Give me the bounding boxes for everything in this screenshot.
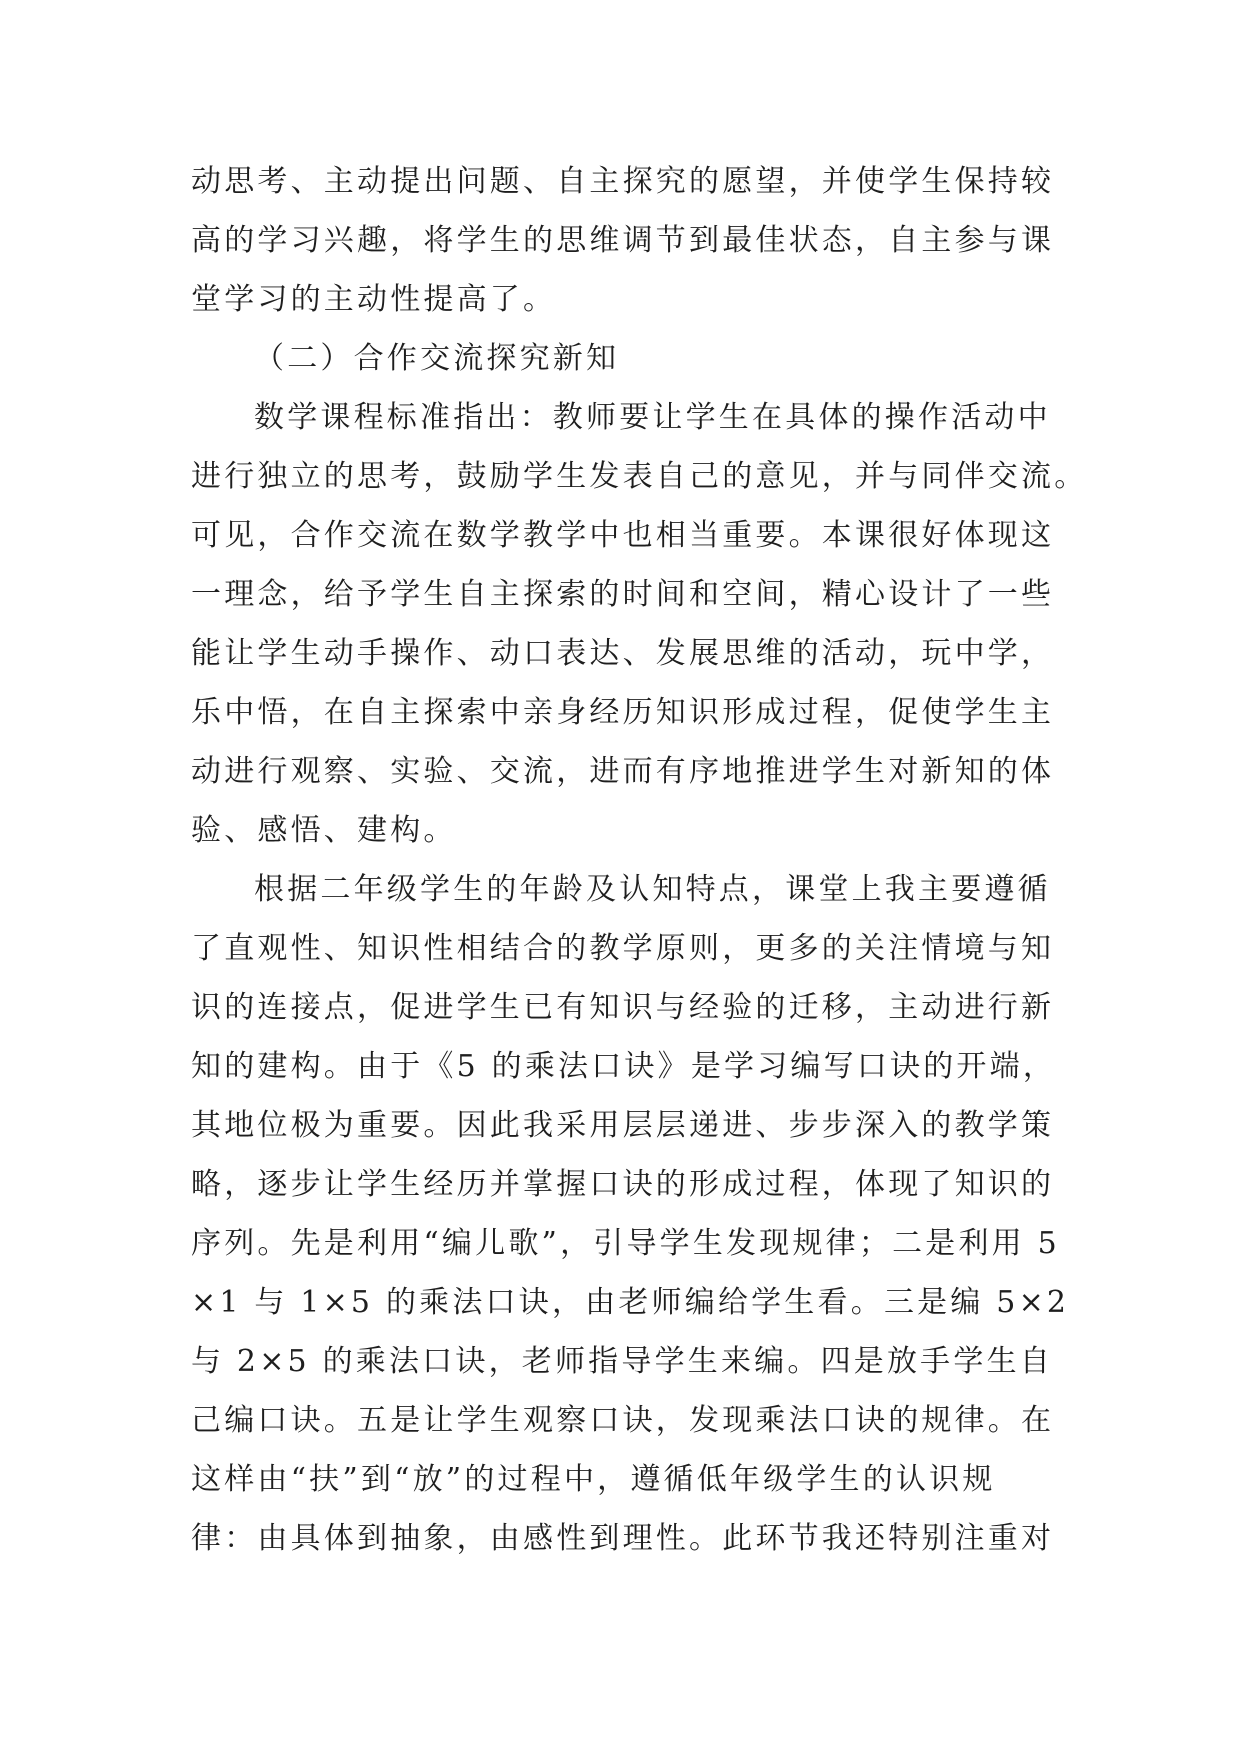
text-line: 其地位极为重要。因此我采用层层递进、步步深入的教学策 [191, 1108, 1055, 1143]
text-line: 了直观性、知识性相结合的教学原则，更多的关注情境与知 [191, 931, 1055, 966]
text-line: 律：由具体到抽象，由感性到理性。此环节我还特别注重对 [191, 1521, 1055, 1556]
paragraph-first-line: 数学课程标准指出：教师要让学生在具体的操作活动中 [254, 400, 1051, 435]
text-line: 进行独立的思考，鼓励学生发表自己的意见，并与同伴交流。 [191, 459, 1088, 494]
text-line: 一理念，给予学生自主探索的时间和空间，精心设计了一些 [191, 577, 1055, 612]
text-line: 能让学生动手操作、动口表达、发展思维的活动，玩中学， [191, 636, 1055, 671]
body-text [191, 152, 1088, 1568]
text-line: 与 2×5 的乘法口诀，老师指导学生来编。四是放手学生自 [191, 1344, 1053, 1379]
text-line: 这样由“扶”到“放”的过程中，遵循低年级学生的认识规 [191, 1462, 996, 1497]
text-line: 己编口诀。五是让学生观察口诀，发现乘法口诀的规律。在 [191, 1403, 1055, 1438]
text-line: 高的学习兴趣，将学生的思维调节到最佳状态，自主参与课 [191, 223, 1055, 258]
text-line: ×1 与 1×5 的乘法口诀，由老师编给学生看。三是编 5×2 [191, 1285, 1070, 1320]
text-line: 序列。先是利用“编儿歌”，引导学生发现规律；二是利用 5 [191, 1226, 1060, 1261]
text-line: 可见，合作交流在数学教学中也相当重要。本课很好体现这 [191, 518, 1055, 553]
text-line: 验、感悟、建构。 [191, 813, 457, 848]
text-line: 知的建构。由于《5 的乘法口诀》是学习编写口诀的开端， [191, 1049, 1057, 1084]
text-line: 识的连接点，促进学生已有知识与经验的迁移，主动进行新 [191, 990, 1055, 1025]
text-line: 堂学习的主动性提高了。 [191, 282, 557, 317]
text-line: 动思考、主动提出问题、自主探究的愿望，并使学生保持较 [191, 164, 1055, 199]
paragraph-first-line: 根据二年级学生的年龄及认知特点，课堂上我主要遵循 [254, 872, 1051, 907]
text-line: 动进行观察、实验、交流，进而有序地推进学生对新知的体 [191, 754, 1055, 789]
text-line: 略，逐步让学生经历并掌握口诀的形成过程，体现了知识的 [191, 1167, 1055, 1202]
section-heading: （二）合作交流探究新知 [254, 341, 620, 376]
text-line: 乐中悟，在自主探索中亲身经历知识形成过程，促使学生主 [191, 695, 1055, 730]
